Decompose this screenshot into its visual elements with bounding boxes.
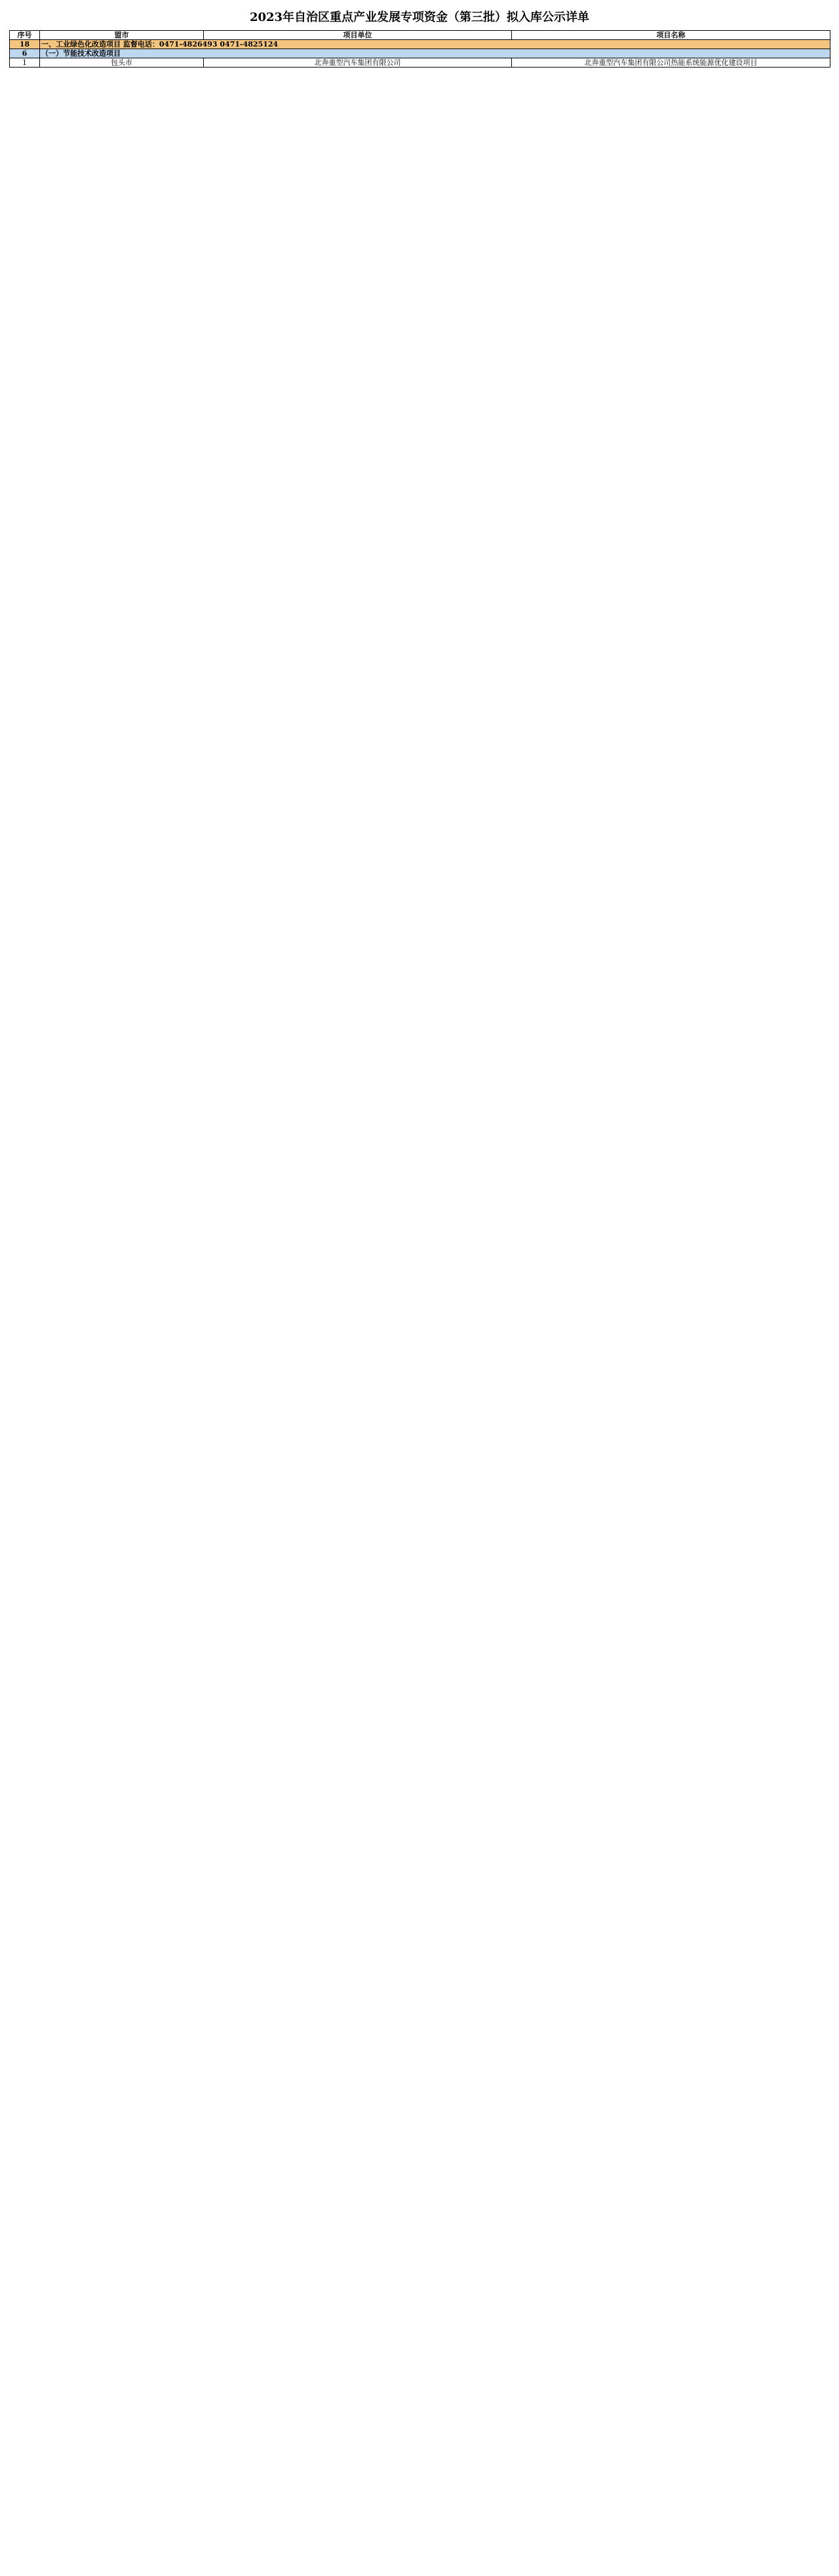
row-project-name: 北奔重型汽车集团有限公司热能系统能源优化建设项目 <box>512 58 830 68</box>
header-serial-number: 序号 <box>10 31 40 40</box>
group-count: 6 <box>10 49 40 58</box>
document-page <box>9 0 830 68</box>
header-project-name: 项目名称 <box>512 31 830 40</box>
document-title: 2023年自治区重点产业发展专项资金（第三批）拟入库公示详单 <box>249 10 590 24</box>
section-title: 一、工业绿色化改造项目 监督电话：0471-4826493 0471-4825124 <box>40 40 830 49</box>
header-city: 盟市 <box>40 31 204 40</box>
section-count: 18 <box>10 40 40 49</box>
table-header-row <box>10 31 830 40</box>
row-serial-number: 1 <box>10 58 40 68</box>
section-header-row <box>10 40 830 49</box>
row-city: 包头市 <box>40 58 204 68</box>
header-project-unit: 项目单位 <box>204 31 512 40</box>
group-header-row <box>10 49 830 58</box>
table-row <box>10 58 830 68</box>
project-table <box>9 30 830 68</box>
table-body <box>10 40 830 68</box>
group-title: （一）节能技术改造项目 <box>40 49 830 58</box>
row-project-unit: 北奔重型汽车集团有限公司 <box>204 58 512 68</box>
